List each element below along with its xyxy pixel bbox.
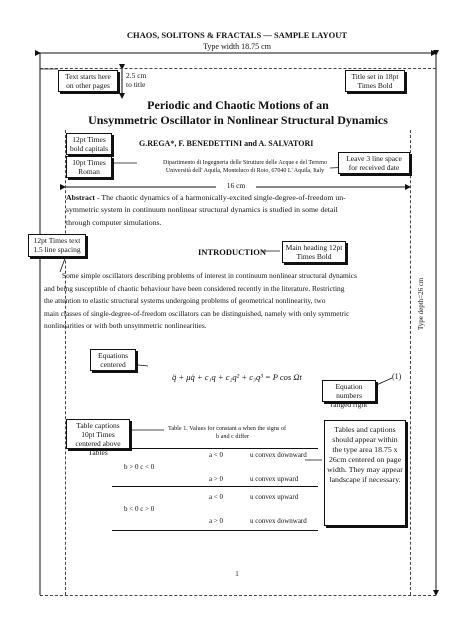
- equation-numbers-note: Equation numbers ranged right: [322, 380, 376, 402]
- table-row: a < 0 u convex upward: [209, 493, 299, 501]
- authors: G.REGA*, F. BENEDETTINI and A. SALVATORI: [139, 139, 314, 148]
- text-starts-here-note: Text starts here on other pages: [58, 70, 118, 92]
- table-row: a > 0 u convex downward: [209, 517, 307, 525]
- bottom-margin-guide: [40, 595, 436, 596]
- table-bottom-rule: [112, 530, 318, 531]
- equation-number: (1): [392, 372, 402, 381]
- table-captions-note: Table captions 10pt Times centered above Tables: [66, 419, 130, 449]
- table-top-rule: [112, 448, 318, 449]
- introduction-body: Some simple oscillators describing problems of interest in continuum nonlinear structural dynamics and being susceptible of chaotic behaviour have been considered recently in the literature. Restricting the attention to elastic structural systems undergoing problems of geometrical nonlinearity, two main classes of single-degree-of-freedom oscillators can be distinguished, namely with only symmetric nonlinearities or with both unsymmetric nonlinearities.: [44, 271, 357, 331]
- abstract: Abstract - The chaotic dynamics of a harmonically-excited single-degree-of-freedom un- symmetric system in continuum nonlinear structural dynamics is studied in some detail through computer simulations.: [66, 193, 346, 227]
- title-set-note: Title set in 18pt Times Bold: [345, 70, 405, 92]
- equation: q̈ + μq̇ + c₁q + c₂q² + c₃q³ = P cos Ωt: [172, 372, 302, 382]
- data-table: [116, 451, 316, 529]
- bold-capitals-note: 12pt Times bold capitals: [66, 133, 112, 155]
- table-row: b < 0 c > 0: [124, 505, 155, 513]
- right-text-guide: [410, 130, 411, 595]
- table-caption: Table 1. Values for constant a when the signs of b and c differ: [168, 425, 287, 440]
- tables-note: Tables and captions should appear within the type area 18.75 x 26cm centered on page width. They may appear landscape if necessary.: [324, 420, 406, 526]
- leave-space-note: Leave 3 line space for received date: [338, 152, 410, 174]
- section-heading: INTRODUCTION: [198, 247, 267, 257]
- type-depth-label: Type depth=26 cm: [417, 277, 425, 330]
- equations-centered-note: Equations centered: [90, 349, 136, 371]
- times-roman-note: 10pt Times Roman: [66, 156, 112, 178]
- table-row: b > 0 c < 0: [124, 463, 155, 471]
- type-width-label: Type width 18.75 cm: [203, 42, 271, 51]
- journal-header: CHAOS, SOLITONS & FRACTALS — SAMPLE LAYOUT: [126, 30, 348, 40]
- line-spacing-note: 12pt Times text 1.5 line spacing: [28, 234, 86, 257]
- table-row: a < 0 u convex downward: [209, 451, 307, 459]
- page-number: 1: [235, 570, 239, 578]
- to-title-note: 2.5 cm to title: [126, 71, 147, 89]
- affiliation: Dipartimento di Ingegneria delle Strutture delle Acque e del Terreno Università dell' Aquila, Monteluco di Roio, 67040 L' Aquila, Italy: [163, 160, 327, 174]
- top-margin-guide: [40, 68, 436, 69]
- width-16cm-label: 16 cm: [216, 181, 256, 190]
- main-heading-note: Main heading 12pt Times Bold: [282, 241, 346, 263]
- table-row: a > 0 u convex upward: [209, 475, 299, 483]
- article-title: Periodic and Chaotic Motions of an Unsymmetric Oscillator in Nonlinear Structural Dynamics: [88, 98, 388, 127]
